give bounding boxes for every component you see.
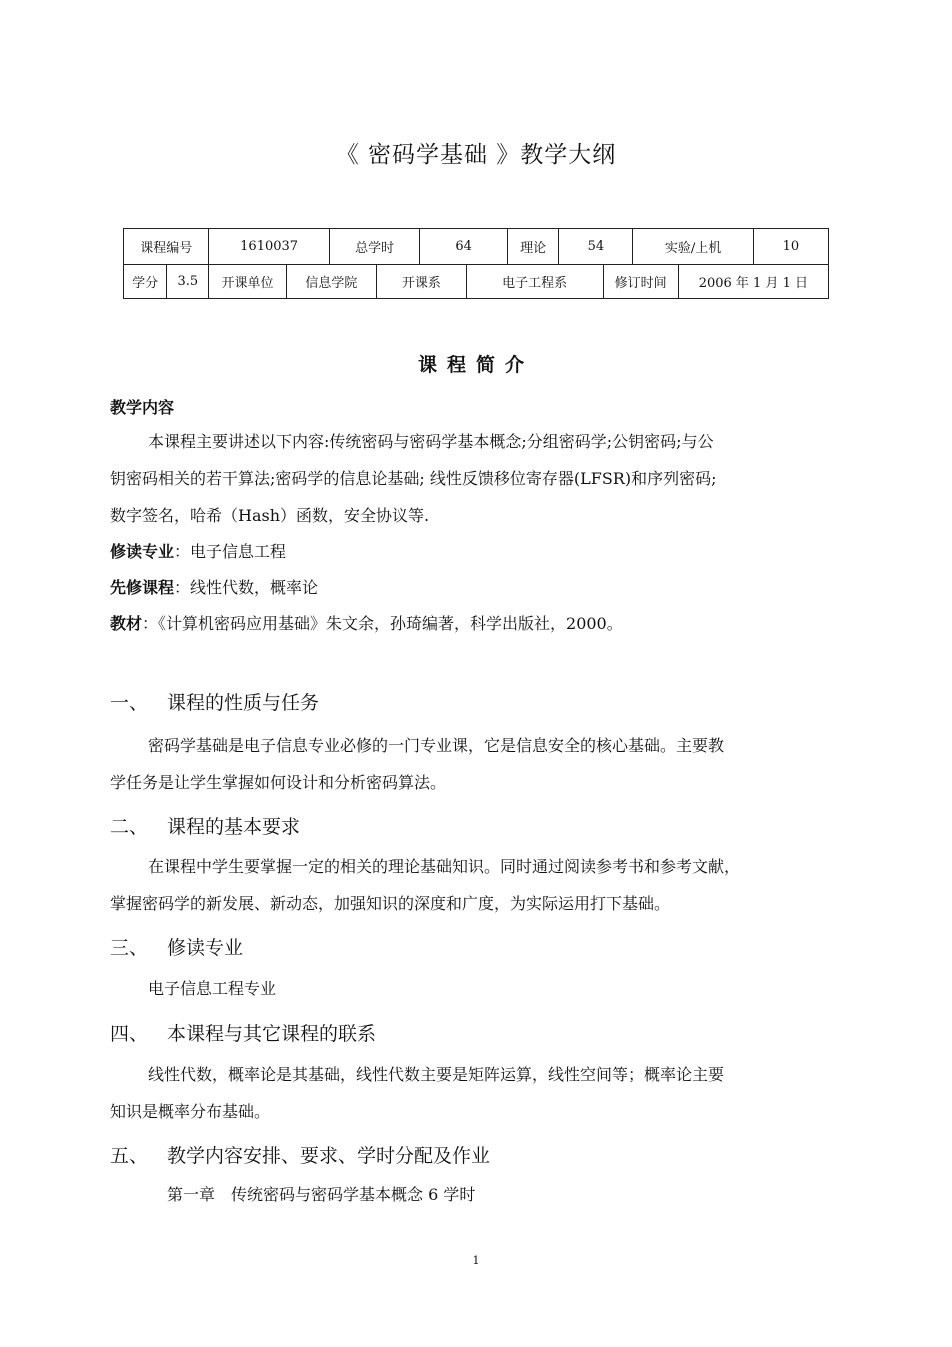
section-4-title: 本课程与其它课程的联系 — [167, 1023, 377, 1045]
major-line — [110, 539, 286, 562]
cell-revision-date: 2006 年 1 月 1 日 — [678, 265, 828, 299]
intro-heading: 课程简介 — [417, 354, 534, 376]
content-line-2: 钥密码相关的若干算法;密码学的信息论基础; 线性反馈移位寄存器(LFSR)和序列密码; — [110, 469, 717, 488]
section-5-title: 教学内容安排、要求、学时分配及作业 — [167, 1145, 491, 1167]
prereq-value: ：线性代数，概率论 — [174, 578, 319, 597]
section-4-body — [110, 1056, 844, 1130]
section-1-title: 课程的性质与任务 — [167, 692, 320, 714]
cell-revision-label: 修订时间 — [603, 265, 678, 299]
section-3-title: 修读专业 — [167, 937, 244, 959]
section-3-body — [110, 970, 844, 1007]
section-2-line-1: 在课程中学生要掌握一定的相关的理论基础知识。同时通过阅读参考书和参考文献， — [148, 857, 741, 876]
prereq-label: 先修课程 — [110, 578, 175, 597]
section-3-heading — [110, 933, 243, 960]
major-label: 修读专业 — [110, 542, 175, 561]
cell-dept-unit-label: 开课单位 — [209, 265, 286, 299]
page-number: 1 — [472, 1254, 480, 1267]
section-1-number: 一、 — [110, 692, 149, 714]
cell-total-hours: 64 — [420, 229, 507, 265]
section-2-heading — [110, 812, 300, 839]
info-row-2 — [124, 265, 829, 299]
content-line-1: 本课程主要讲述以下内容:传统密码与密码学基本概念;分组密码学;公钥密码;与公 — [148, 432, 714, 451]
section-4-line-1: 线性代数，概率论是其基础，线性代数主要是矩阵运算，线性空间等；概率论主要 — [148, 1065, 725, 1084]
info-row-1 — [124, 229, 829, 265]
section-4-number: 四、 — [110, 1023, 149, 1045]
section-5-heading — [110, 1141, 490, 1168]
cell-lab-hours: 10 — [753, 229, 828, 265]
section-4-heading — [110, 1019, 376, 1046]
section-2-body — [110, 848, 844, 922]
section-5-body — [167, 1176, 844, 1213]
cell-credit: 3.5 — [167, 265, 209, 299]
cell-credit-label: 学分 — [124, 265, 167, 299]
cell-course-code: 1610037 — [209, 229, 329, 265]
major-value: ：电子信息工程 — [174, 542, 287, 561]
section-5-line-1: 第一章 传统密码与密码学基本概念 6 学时 — [167, 1185, 476, 1204]
cell-theory-label: 理论 — [507, 229, 558, 265]
document-title: 《 密码学基础 》教学大纲 — [335, 142, 617, 168]
content-paragraph — [110, 423, 844, 534]
section-2-number: 二、 — [110, 816, 149, 838]
section-4-line-2: 知识是概率分布基础。 — [110, 1102, 271, 1121]
prereq-line — [110, 575, 318, 598]
textbook-label: 教材 — [110, 614, 143, 633]
cell-lab-label: 实验/上机 — [633, 229, 753, 265]
content-label-line — [110, 395, 174, 418]
cell-dept-label: 开课系 — [377, 265, 467, 299]
section-2-line-2: 掌握密码学的新发展、新动态，加强知识的深度和广度，为实际运用打下基础。 — [110, 894, 671, 913]
cell-dept-unit: 信息学院 — [286, 265, 377, 299]
section-3-number: 三、 — [110, 937, 149, 959]
section-3-line-1: 电子信息工程专业 — [148, 979, 277, 998]
cell-course-code-label: 课程编号 — [124, 229, 209, 265]
section-1-body — [110, 727, 844, 801]
textbook-line — [110, 611, 623, 634]
section-1-line-1: 密码学基础是电子信息专业必修的一门专业课，它是信息安全的核心基础。主要教 — [148, 736, 725, 755]
content-label: 教学内容 — [110, 398, 175, 417]
cell-dept: 电子工程系 — [466, 265, 603, 299]
section-2-title: 课程的基本要求 — [167, 816, 301, 838]
section-5-number: 五、 — [110, 1145, 149, 1167]
content-line-3: 数字签名，哈希（Hash）函数，安全协议等. — [110, 506, 430, 525]
course-info-table — [123, 228, 829, 299]
cell-total-hours-label: 总学时 — [329, 229, 420, 265]
section-1-heading — [110, 688, 319, 715]
cell-theory-hours: 54 — [559, 229, 633, 265]
section-1-line-2: 学任务是让学生掌握如何设计和分析密码算法。 — [110, 773, 447, 792]
textbook-value: ：《计算机密码应用基础》朱文余，孙琦编著，科学出版社，2000。 — [142, 614, 623, 633]
